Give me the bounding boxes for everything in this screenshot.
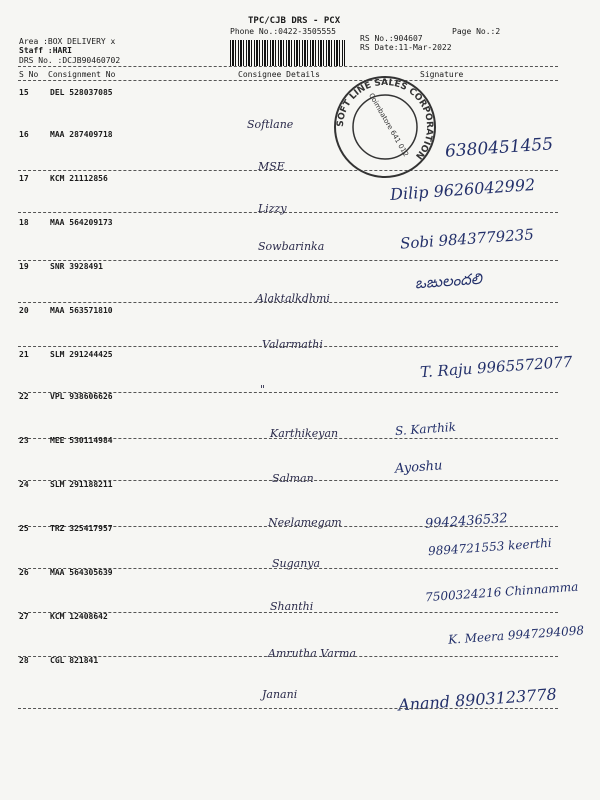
- row-sno: 25: [19, 524, 29, 533]
- row-sno: 28: [19, 656, 29, 665]
- row-signature: 9942436532: [424, 511, 509, 532]
- row-sno: 26: [19, 568, 29, 577]
- row-sno: 27: [19, 612, 29, 621]
- column-header-signature: Signature: [420, 70, 464, 79]
- row-consignee-name: Softlane: [247, 118, 294, 131]
- row-consignment-number: MAA 564209173: [50, 218, 113, 227]
- row-separator: [18, 260, 558, 261]
- row-consignment-number: MAA 564305639: [50, 568, 113, 577]
- row-signature: 9894721553 keerthi: [427, 535, 553, 559]
- row-sno: 22: [19, 392, 29, 401]
- row-consignment-number: TRZ 325417957: [50, 524, 113, 533]
- row-consignment-number: MAA 287409718: [50, 130, 113, 139]
- column-header-consignee: Consignee Details: [238, 70, 320, 79]
- row-signature: Anand 8903123778: [397, 684, 558, 715]
- header-rule-bottom: [18, 80, 558, 81]
- row-consignee-name: Lizzy: [258, 202, 287, 215]
- row-consignment-number: SNR 3928491: [50, 262, 103, 271]
- page-number: Page No.:2: [452, 27, 501, 36]
- row-consignment-number: DEL 528037085: [50, 88, 113, 97]
- row-separator: [18, 708, 558, 709]
- row-sno: 19: [19, 262, 29, 271]
- row-consignee-name: Neelamegam: [268, 516, 342, 529]
- column-header-consignment: Consignment No: [48, 70, 116, 79]
- header-rule-top: [18, 66, 558, 67]
- row-consignment-number: KCM 21112856: [50, 174, 108, 183]
- stamp-outer-text: SOFT LINE SALES CORPORATION: [335, 77, 435, 161]
- row-separator: [18, 346, 558, 347]
- row-sno: 21: [19, 350, 29, 359]
- row-sno: 23: [19, 436, 29, 445]
- row-consignee-name: ": [260, 383, 266, 396]
- row-sno: 17: [19, 174, 29, 183]
- row-signature: K. Meera 9947294098: [447, 623, 585, 647]
- row-consignment-number: KCM 12408642: [50, 612, 108, 621]
- row-signature: Ayoshu: [394, 458, 443, 477]
- row-signature: Dilip 9626042992: [389, 174, 536, 205]
- row-signature: 6380451455: [444, 134, 554, 162]
- column-header-sno: S No: [19, 70, 39, 79]
- row-consignee-name: Janani: [262, 688, 298, 701]
- row-sno: 15: [19, 88, 29, 97]
- row-consignee-name: Suganya: [272, 557, 321, 570]
- row-sno: 20: [19, 306, 29, 315]
- row-consignment-number: MAA 563571810: [50, 306, 113, 315]
- company-stamp: [330, 72, 440, 182]
- rs-number: RS No.:904607: [360, 34, 423, 43]
- row-consignee-name: Karthikeyan: [270, 427, 339, 440]
- row-consignee-name: Amrutha Varma: [268, 647, 357, 660]
- row-consignee-name: Valarmathi: [262, 338, 323, 351]
- row-consignee-name: Sowbarinka: [258, 240, 325, 253]
- row-consignment-number: SLM 291244425: [50, 350, 113, 359]
- barcode: [230, 40, 345, 66]
- row-signature: 7500324216 Chinnamma: [424, 579, 579, 605]
- row-consignment-number: CGL 821841: [50, 656, 99, 665]
- row-separator: [18, 212, 558, 213]
- rs-date: RS Date:11-Mar-2022: [360, 43, 452, 52]
- stamp-inner-text: Coimbatore 641 012: [367, 91, 410, 159]
- row-sno: 16: [19, 130, 29, 139]
- row-sno: 24: [19, 480, 29, 489]
- row-consignment-number: MEE 530114984: [50, 436, 113, 445]
- row-separator: [18, 170, 558, 171]
- row-signature: ఒఙులందలి: [414, 269, 483, 293]
- row-separator: [18, 656, 558, 657]
- row-signature: Sobi 9843779235: [399, 225, 535, 253]
- area-label: Area :BOX DELIVERY x: [19, 37, 116, 46]
- staff-label: Staff :HARI: [19, 46, 72, 55]
- drs-number: DRS No. :DCJB90460702: [19, 56, 121, 65]
- phone-number: Phone No.:0422-3505555: [230, 27, 336, 36]
- row-signature: S. Karthik: [394, 419, 457, 439]
- row-consignee-name: Shanthi: [270, 600, 314, 613]
- row-separator: [18, 302, 558, 303]
- row-consignment-number: SLM 291188211: [50, 480, 113, 489]
- document-title: TPC/CJB DRS - PCX: [248, 16, 341, 26]
- row-consignment-number: VPL 938606626: [50, 392, 113, 401]
- row-consignee-name: Alaktalkdhmi: [256, 292, 330, 305]
- row-consignee-name: Salman: [272, 472, 314, 485]
- row-signature: T. Raju 9965572077: [419, 352, 573, 382]
- row-consignee-name: MSE: [258, 160, 285, 173]
- row-sno: 18: [19, 218, 29, 227]
